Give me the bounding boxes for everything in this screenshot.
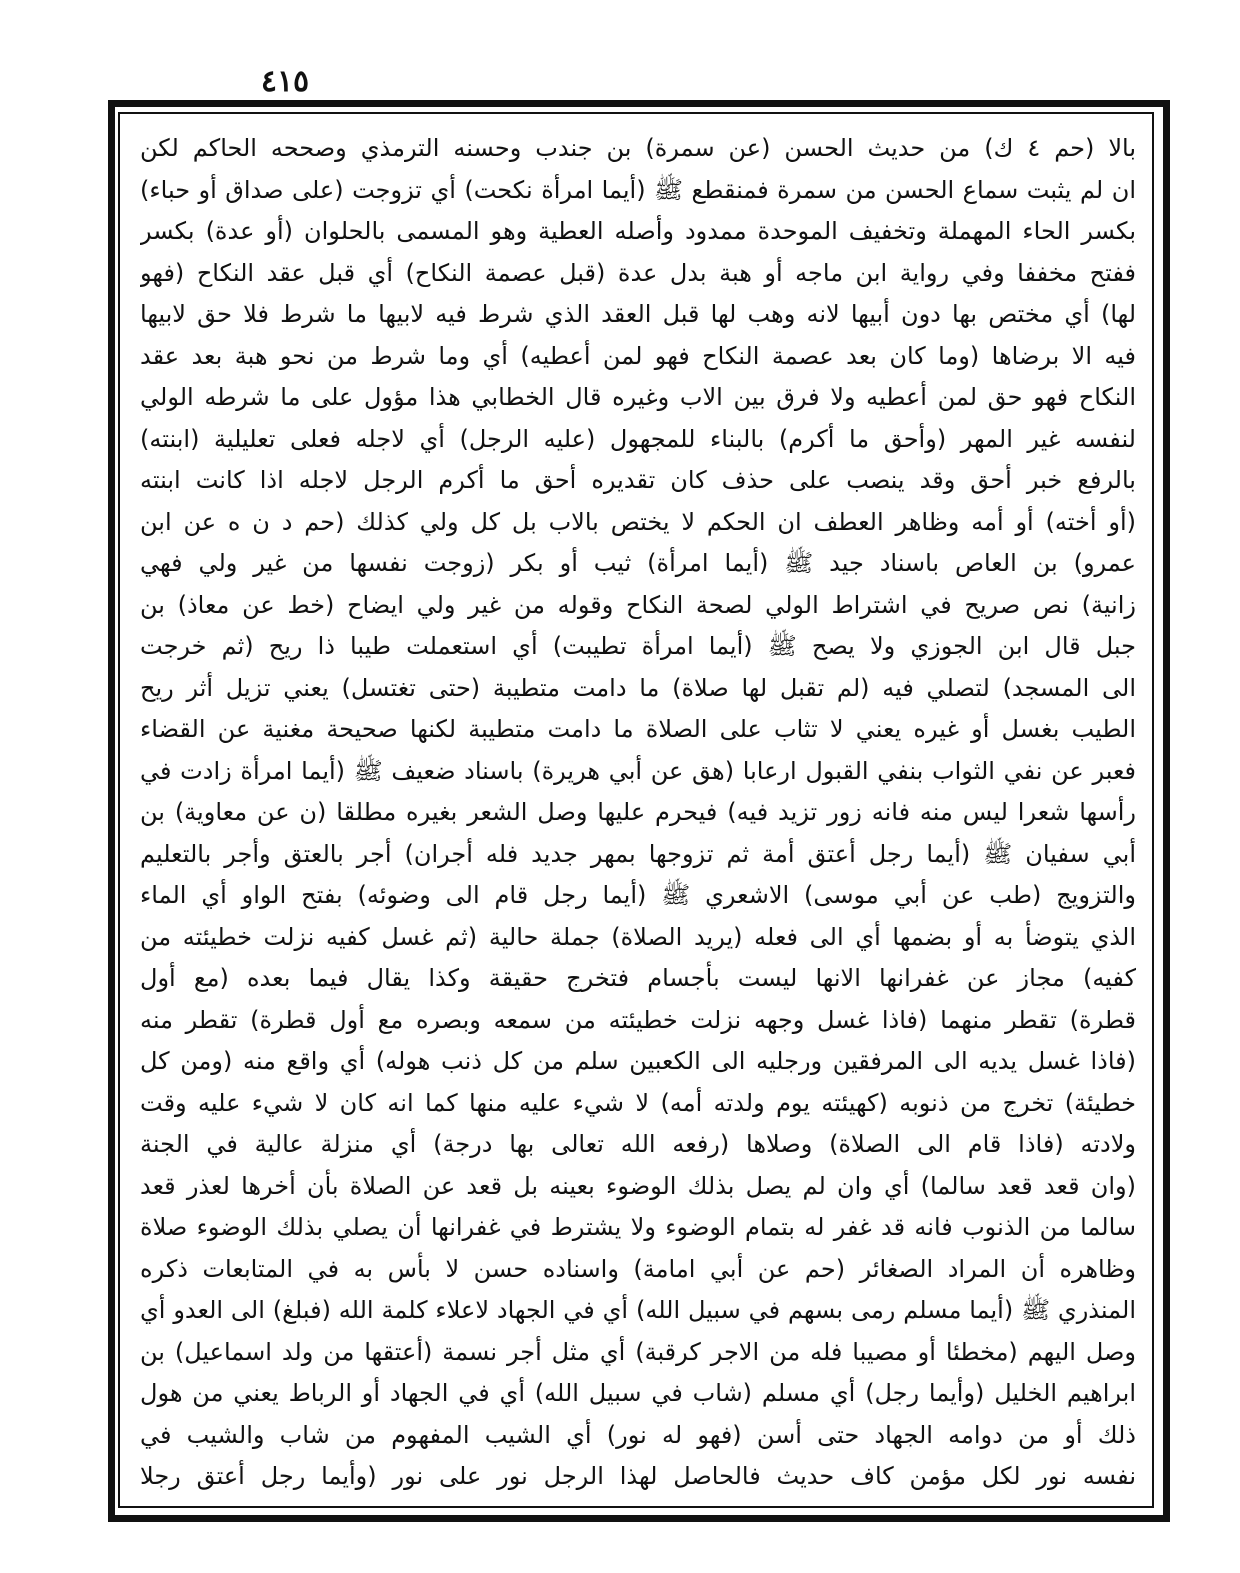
text-line: لها) أي مختص بها دون أبيها لانه وهب لها قبل العقد الذي شرط فيه لابيها ما شرط فلا حق لابيها xyxy=(140,300,1136,328)
text-line: فيه الا برضاها (وما كان بعد عصمة النكاح فهو لمن أعطيه) أي وما شرط من نحو هبة بعد عقد xyxy=(140,341,1136,370)
text-line: قطرة) تقطر منهما (فاذا غسل وجهه نزلت خطيئته من سمعه وبصره مع أول قطرة) تقطر منه xyxy=(140,1005,1136,1034)
text-line: وصل اليهم (مخطئا أو مصيبا فله من الاجر كرقبة) أي مثل أجر نسمة (أعتقها من ولد اسماعيل) بن xyxy=(140,1337,1136,1366)
text-line: لنفسه غير المهر (وأحق ما أكرم) بالبناء للمجهول (عليه الرجل) أي لاجله فعلى تعليلية (ابنته) xyxy=(140,424,1136,453)
page-number: ٤١٥ xyxy=(260,64,310,99)
text-line: زانية) نص صريح في اشتراط الولي لصحة النكاح وقوله من غير ولي ايضاح (خط عن معاذ) بن xyxy=(140,590,1136,619)
text-line: النكاح فهو حق لمن أعطيه ولا فرق بين الاب وغيره قال الخطابي هذا مؤول على ما شرطه الولي xyxy=(140,383,1136,411)
text-line: ففتح مخففا وفي رواية ابن ماجه أو هبة بدل عدة (قبل عصمة النكاح) أي قبل عقد النكاح (فهو xyxy=(140,258,1136,287)
text-line: عمرو) بن العاص باسناد جيد ﷺ (أيما امرأة) ثيب أو بكر (زوجت نفسها من غير ولي فهي xyxy=(140,549,1136,577)
text-line: (أو أخته) أو أمه وظاهر العطف ان الحكم لا يختص بالاب بل كل ولي كذلك (حم د ن ه عن ابن xyxy=(140,507,1136,536)
text-line: خطيئة) تخرج من ذنوبه (كهيئته يوم ولدته أمه) لا شيء عليه منها كما انه كان لا شيء عليه وقت xyxy=(140,1088,1136,1117)
text-line: ابراهيم الخليل (وأيما رجل) أي مسلم (شاب في سبيل الله) أي في الجهاد أو الرباط يعني من هول xyxy=(140,1379,1136,1407)
text-line: جبل قال ابن الجوزي ولا يصح ﷺ (أيما امرأة تطيبت) أي استعملت طيبا ذا ريح (ثم خرجت xyxy=(140,632,1136,660)
text-line: ان لم يثبت سماع الحسن من سمرة فمنقطع ﷺ (أيما امرأة نكحت) أي تزوجت (على صداق أو حباء) xyxy=(140,175,1136,204)
text-line: الذي يتوضأ به أو بضمها أي الى فعله (يريد الصلاة) جملة حالية (ثم غسل كفيه نزلت خطيئته من xyxy=(140,922,1136,951)
text-line: أبي سفيان ﷺ (أيما رجل أعتق أمة ثم تزوجها بمهر جديد فله أجران) أجر بالعتق وأجر بالتعليم xyxy=(140,839,1136,868)
text-line: (وان قعد قعد سالما) أي وان لم يصل بذلك الوضوء بعينه بل قعد عن الصلاة بأن أخرها لعذر قعد xyxy=(140,1171,1136,1200)
text-line: رأسها شعرا ليس منه فانه زور تزيد فيه) فيحرم عليها وصل الشعر بغيره مطلقا (ن عن معاوية) بن xyxy=(140,798,1136,826)
text-line: فعبر عن نفي الثواب بنفي القبول ارعابا (هق عن أبي هريرة) باسناد ضعيف ﷺ (أيما امرأة زادت في xyxy=(140,756,1136,785)
text-line: ذلك أو من دوامه الجهاد حتى أسن (فهو له نور) أي الشيب المفهوم من شاب والشيب في xyxy=(140,1420,1136,1449)
text-line: بكسر الحاء المهملة وتخفيف الموحدة ممدود وأصله العطية وهو المسمى بالحلوان (أو عدة) بكسر xyxy=(140,217,1136,245)
body-text xyxy=(140,128,1136,1500)
text-line: والتزويج (طب عن أبي موسى) الاشعري ﷺ (أيما رجل قام الى وضوئه) بفتح الواو أي الماء xyxy=(140,881,1136,909)
text-line: كفيه) مجاز عن غفرانها الانها ليست بأجسام فتخرج حقيقة وكذا يقال فيما بعده (مع أول xyxy=(140,964,1136,992)
text-line: الى المسجد) لتصلي فيه (لم تقبل لها صلاة) ما دامت متطيبة (حتى تغتسل) يعني تزيل أثر ريح xyxy=(140,673,1136,702)
text-line: الطيب بغسل أو غيره يعني لا تثاب على الصلاة ما دامت متطيبة لكنها صحيحة مغنية عن القضاء xyxy=(140,715,1136,743)
text-line: وظاهره أن المراد الصغائر (حم عن أبي امامة) واسناده حسن لا بأس به في المتابعات ذكره xyxy=(140,1254,1136,1283)
text-line: ولادته (فاذا قام الى الصلاة) وصلاها (رفعه الله تعالى بها درجة) أي منزلة عالية في الجنة xyxy=(140,1130,1136,1158)
text-line: بالا (حم ٤ ك) من حديث الحسن (عن سمرة) بن جندب وحسنه الترمذي وصححه الحاكم لكن xyxy=(140,134,1136,162)
text-line: نفسه نور لكل مؤمن كاف حديث فالحاصل لهذا الرجل نور على نور (وأيما رجل أعتق رجلا xyxy=(140,1462,1136,1490)
text-line: (فاذا غسل يديه الى المرفقين ورجليه الى الكعبين سلم من كل ذنب هوله) أي واقع منه (ومن كل xyxy=(140,1047,1136,1075)
text-line: بالرفع خبر أحق وقد ينصب على حذف كان تقديره أحق ما أكرم الرجل لاجله اذا كانت ابنته xyxy=(140,466,1136,494)
text-line: سالما من الذنوب فانه قد غفر له بتمام الوضوء ولا يشترط في غفرانها أن يصلي بذلك الوضوء صلاة xyxy=(140,1213,1136,1241)
text-line: المنذري ﷺ (أيما مسلم رمى بسهم في سبيل الله) أي في الجهاد لاعلاء كلمة الله (فبلغ) الى العدو أي xyxy=(140,1296,1136,1324)
